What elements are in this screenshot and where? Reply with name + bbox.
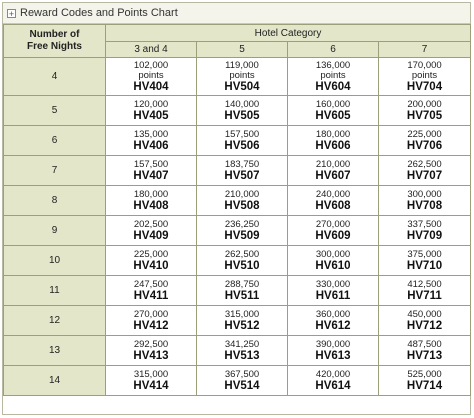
reward-code: HV410 [133,259,169,272]
reward-cell [379,156,471,186]
reward-code: HV413 [133,349,169,362]
reward-code: HV711 [407,289,442,302]
points-value: 140,000 [224,98,260,110]
points-value: 225,000 [407,128,442,140]
points-value: 180,000 [315,128,351,140]
points-unit: points [411,69,438,81]
reward-code: HV506 [224,139,260,152]
points-value: 210,000 [315,158,351,170]
reward-code: HV513 [224,349,260,362]
nights-column-header [4,25,106,58]
reward-code: HV510 [224,259,260,272]
points-value: 375,000 [407,248,442,260]
reward-code: HV707 [406,169,443,182]
reward-code: HV713 [406,349,443,362]
reward-code: HV411 [133,289,169,302]
reward-cell [379,306,471,336]
reward-code: HV705 [406,109,443,122]
nights-header-line2: Free Nights [26,41,82,52]
reward-chart-panel [2,2,471,415]
points-value: 236,250 [224,218,260,230]
table-row [4,306,471,336]
reward-cell [379,336,471,366]
reward-cell [197,186,288,216]
free-nights-cell: 14 [4,366,106,396]
reward-code: HV609 [315,229,351,242]
points-value: 315,000 [133,368,169,380]
reward-cell [379,126,471,156]
reward-codes-table [3,24,471,396]
free-nights-cell: 12 [4,306,106,336]
reward-code: HV407 [133,169,169,182]
points-value: 240,000 [315,188,351,200]
reward-code: HV511 [224,289,260,302]
reward-code: HV414 [133,379,169,392]
points-value: 341,250 [224,338,260,350]
free-nights-cell: 11 [4,276,106,306]
reward-cell [197,216,288,246]
reward-cell [106,156,197,186]
reward-cell [288,58,379,96]
reward-code: HV611 [315,289,351,302]
reward-code: HV409 [133,229,169,242]
free-nights-cell: 13 [4,336,106,366]
reward-code: HV710 [406,259,443,272]
reward-code: HV614 [315,379,351,392]
reward-cell [106,246,197,276]
free-nights-cell: 6 [4,126,106,156]
reward-code: HV604 [315,80,351,93]
reward-code: HV507 [224,169,260,182]
points-value: 262,500 [224,248,260,260]
points-value: 300,000 [407,188,442,200]
table-row [4,246,471,276]
reward-cell [106,336,197,366]
points-value: 262,500 [407,158,442,170]
reward-code: HV512 [224,319,260,332]
reward-cell [288,216,379,246]
points-value: 120,000 [133,98,169,110]
reward-code: HV613 [315,349,351,362]
free-nights-cell: 8 [4,186,106,216]
reward-code: HV610 [315,259,351,272]
nights-header-line1: Number of [29,29,80,40]
free-nights-cell: 10 [4,246,106,276]
points-unit: points [138,69,164,81]
reward-cell [288,366,379,396]
free-nights-cell: 7 [4,156,106,186]
points-value: 292,500 [133,338,169,350]
reward-code: HV505 [224,109,260,122]
table-row [4,186,471,216]
points-value: 487,500 [407,338,442,350]
reward-code: HV708 [406,199,443,212]
table-row [4,276,471,306]
reward-cell [197,58,288,96]
reward-code: HV514 [224,379,260,392]
reward-cell [106,186,197,216]
reward-cell [379,246,471,276]
reward-cell [288,276,379,306]
reward-cell [106,306,197,336]
reward-cell [197,336,288,366]
points-value: 247,500 [133,278,169,290]
reward-code: HV608 [315,199,351,212]
points-value: 170,000 [407,59,442,71]
points-value: 288,750 [224,278,260,290]
free-nights-cell: 9 [4,216,106,246]
reward-code: HV408 [133,199,169,212]
reward-code: HV405 [133,109,169,122]
points-value: 525,000 [407,368,442,380]
reward-code: HV706 [406,139,443,152]
reward-code: HV607 [315,169,351,182]
reward-cell [106,366,197,396]
panel-title: Reward Codes and Points Chart [20,7,178,19]
table-row [4,366,471,396]
reward-code: HV404 [133,80,169,93]
points-value: 315,000 [224,308,260,320]
points-value: 270,000 [133,308,169,320]
category-header: 6 [288,42,379,58]
table-row [4,58,471,96]
reward-cell [288,96,379,126]
points-value: 367,500 [224,368,260,380]
points-value: 412,500 [407,278,442,290]
reward-cell [379,58,471,96]
hotel-category-header: Hotel Category [106,25,471,42]
points-value: 160,000 [315,98,351,110]
reward-cell [197,246,288,276]
category-header: 5 [197,42,288,58]
reward-cell [379,276,471,306]
points-value: 119,000 [225,59,259,71]
reward-cell [288,186,379,216]
reward-code: HV508 [224,199,260,212]
reward-code: HV606 [315,139,351,152]
reward-code: HV714 [406,379,443,392]
points-value: 157,500 [224,128,260,140]
free-nights-cell: 5 [4,96,106,126]
category-header: 7 [379,42,471,58]
reward-cell [288,336,379,366]
reward-cell [106,216,197,246]
reward-cell [197,96,288,126]
reward-cell [379,366,471,396]
category-header: 3 and 4 [106,42,197,58]
reward-code: HV504 [224,80,260,93]
points-value: 420,000 [315,368,351,380]
points-value: 200,000 [407,98,442,110]
reward-code: HV712 [406,319,443,332]
points-value: 450,000 [407,308,442,320]
points-value: 210,000 [224,188,260,200]
table-row [4,336,471,366]
reward-cell [106,58,197,96]
points-value: 300,000 [315,248,351,260]
reward-cell [288,156,379,186]
reward-code: HV709 [406,229,443,242]
points-value: 183,750 [224,158,260,170]
reward-cell [288,246,379,276]
reward-cell [197,276,288,306]
reward-cell [106,96,197,126]
table-row [4,216,471,246]
table-row [4,96,471,126]
reward-code: HV509 [224,229,260,242]
points-value: 270,000 [315,218,351,230]
panel-titlebar[interactable] [3,3,470,24]
reward-code: HV612 [315,319,351,332]
reward-code: HV704 [406,80,443,93]
points-unit: points [229,69,255,81]
points-value: 157,500 [133,158,169,170]
points-value: 135,000 [133,128,169,140]
reward-cell [106,126,197,156]
free-nights-cell: 4 [4,58,106,96]
reward-cell [106,276,197,306]
reward-code: HV406 [133,139,169,152]
reward-cell [197,156,288,186]
points-value: 180,000 [133,188,169,200]
points-value: 202,500 [133,218,169,230]
expand-toggle-icon[interactable]: + [8,8,15,19]
reward-code: HV605 [315,109,351,122]
points-value: 330,000 [315,278,351,290]
reward-cell [379,96,471,126]
points-value: 225,000 [133,248,169,260]
points-value: 360,000 [315,308,351,320]
points-unit: points [320,69,346,81]
reward-cell [288,126,379,156]
table-row [4,126,471,156]
points-value: 337,500 [407,218,442,230]
reward-code: HV412 [133,319,169,332]
points-value: 136,000 [315,59,351,71]
reward-cell [197,126,288,156]
table-row [4,156,471,186]
reward-cell [197,366,288,396]
points-value: 390,000 [315,338,351,350]
reward-cell [379,186,471,216]
reward-cell [288,306,379,336]
points-value: 102,000 [133,59,169,71]
reward-cell [379,216,471,246]
reward-cell [197,306,288,336]
